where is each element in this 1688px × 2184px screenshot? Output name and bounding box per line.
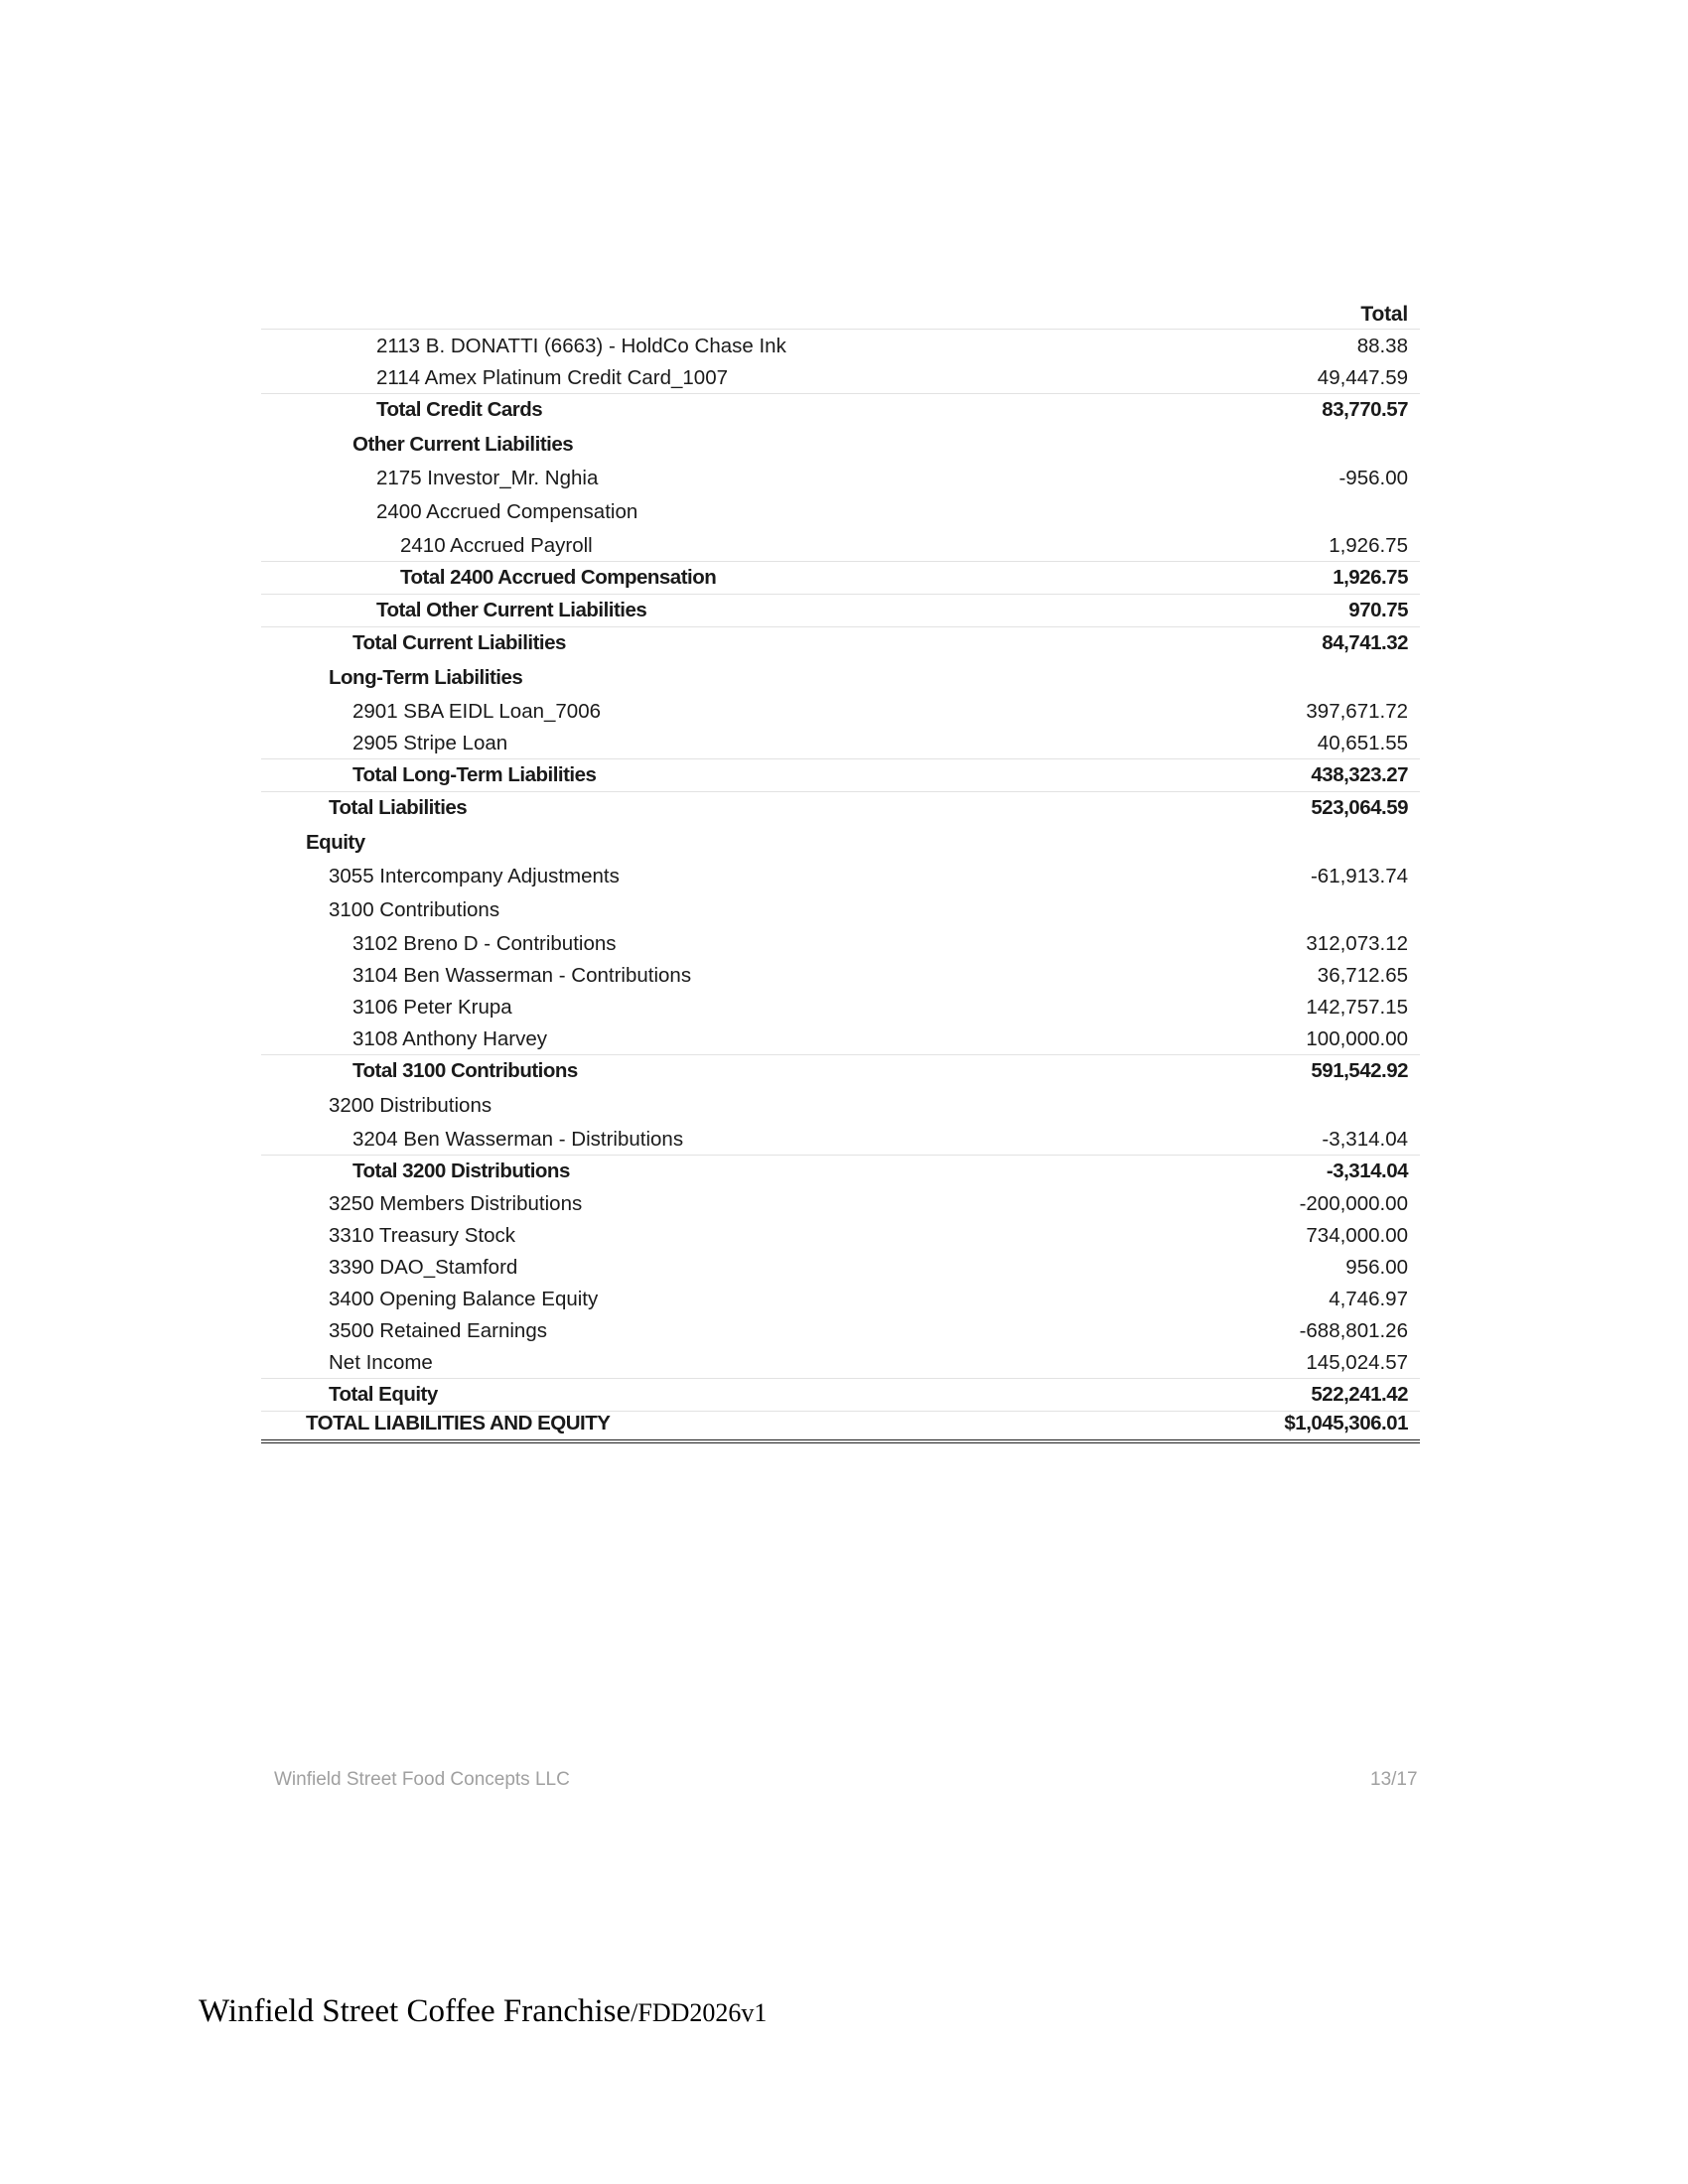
table-row [261, 361, 1420, 393]
row-label: Total Liabilities [329, 796, 468, 819]
balance-sheet-table [261, 298, 1420, 1443]
row-label: Total 3100 Contributions [352, 1059, 578, 1082]
total-row [261, 1155, 1420, 1187]
row-amount: 142,757.15 [1306, 996, 1408, 1019]
row-amount: 49,447.59 [1317, 366, 1408, 389]
row-label: Total 2400 Accrued Compensation [400, 566, 717, 589]
row-label: 2175 Investor_Mr. Nghia [376, 467, 599, 489]
row-amount: 36,712.65 [1317, 964, 1408, 987]
row-amount: -200,000.00 [1299, 1192, 1408, 1215]
section-header-row [261, 1087, 1420, 1123]
row-label: Long-Term Liabilities [329, 666, 523, 689]
row-label: Total 3200 Distributions [352, 1160, 570, 1182]
row-label: 3104 Ben Wasserman - Contributions [352, 964, 692, 987]
total-row [261, 758, 1420, 791]
row-amount: 100,000.00 [1306, 1027, 1408, 1050]
row-amount: 591,542.92 [1311, 1059, 1408, 1082]
table-row [261, 1283, 1420, 1314]
table-row [261, 991, 1420, 1023]
row-amount: -3,314.04 [1322, 1128, 1408, 1151]
row-amount: 88.38 [1356, 335, 1408, 357]
row-amount: -688,801.26 [1299, 1319, 1408, 1342]
section-header-row [261, 426, 1420, 462]
row-amount: 312,073.12 [1306, 932, 1408, 955]
row-amount: 522,241.42 [1311, 1383, 1408, 1406]
row-amount: 523,064.59 [1311, 796, 1408, 819]
row-label: 2113 B. DONATTI (6663) - HoldCo Chase Ink [376, 335, 786, 357]
table-row [261, 727, 1420, 758]
total-row [261, 393, 1420, 426]
row-label: Equity [306, 831, 365, 854]
row-label: 3055 Intercompany Adjustments [329, 865, 620, 887]
table-row [261, 1123, 1420, 1155]
row-amount: 734,000.00 [1306, 1224, 1408, 1247]
total-row [261, 626, 1420, 659]
row-label: 3200 Distributions [329, 1094, 492, 1117]
table-row [261, 1219, 1420, 1251]
row-label: Total Credit Cards [376, 398, 543, 421]
row-amount: -956.00 [1338, 467, 1408, 489]
row-amount: 1,926.75 [1329, 534, 1408, 557]
row-amount: 84,741.32 [1322, 631, 1408, 654]
section-header-row [261, 659, 1420, 695]
row-amount: $1,045,306.01 [1284, 1412, 1408, 1434]
total-row [261, 594, 1420, 626]
row-label: Total Other Current Liabilities [376, 599, 647, 621]
row-label: 2410 Accrued Payroll [400, 534, 593, 557]
row-amount: 397,671.72 [1306, 700, 1408, 723]
total-row [261, 1378, 1420, 1411]
row-amount: 145,024.57 [1306, 1351, 1408, 1374]
row-label: 3310 Treasury Stock [329, 1224, 516, 1247]
table-row [261, 462, 1420, 493]
row-label: 2901 SBA EIDL Loan_7006 [352, 700, 602, 723]
total-row [261, 1054, 1420, 1087]
row-amount: -3,314.04 [1326, 1160, 1408, 1182]
row-amount: 970.75 [1348, 599, 1408, 621]
row-label: Other Current Liabilities [352, 433, 574, 456]
total-row [261, 561, 1420, 594]
row-amount: 1,926.75 [1333, 566, 1408, 589]
table-row [261, 860, 1420, 891]
row-label: 3106 Peter Krupa [352, 996, 512, 1019]
table-row [261, 1251, 1420, 1283]
page-number: 13/17 [1370, 1769, 1418, 1790]
row-label: Total Current Liabilities [352, 631, 566, 654]
row-amount: -61,913.74 [1310, 865, 1408, 887]
row-label: Net Income [329, 1351, 433, 1374]
row-label: 3500 Retained Earnings [329, 1319, 547, 1342]
table-row [261, 1314, 1420, 1346]
table-row [261, 695, 1420, 727]
table-row [261, 927, 1420, 959]
table-row [261, 959, 1420, 991]
row-amount: 4,746.97 [1329, 1288, 1408, 1310]
row-label: 2400 Accrued Compensation [376, 500, 638, 523]
row-amount: 438,323.27 [1311, 763, 1408, 786]
total-row [261, 791, 1420, 824]
row-amount: 956.00 [1345, 1256, 1408, 1279]
document-footer-title: Winfield Street Coffee Franchise [199, 1993, 632, 2029]
row-label: 3108 Anthony Harvey [352, 1027, 548, 1050]
row-label: TOTAL LIABILITIES AND EQUITY [306, 1412, 611, 1434]
row-label: 3204 Ben Wasserman - Distributions [352, 1128, 684, 1151]
row-amount: 83,770.57 [1322, 398, 1408, 421]
balance-sheet-rows [261, 330, 1420, 1443]
row-label: 3102 Breno D - Contributions [352, 932, 617, 955]
row-label: Total Equity [329, 1383, 438, 1406]
row-label: 3400 Opening Balance Equity [329, 1288, 599, 1310]
section-header-row [261, 493, 1420, 529]
table-row [261, 1346, 1420, 1378]
document-footer [199, 1993, 767, 2030]
document-footer-version: /FDD2026v1 [631, 1998, 768, 2027]
row-label: 3250 Members Distributions [329, 1192, 583, 1215]
row-label: 3100 Contributions [329, 898, 500, 921]
row-label: 2114 Amex Platinum Credit Card_1007 [376, 366, 729, 389]
row-label: 3390 DAO_Stamford [329, 1256, 518, 1279]
table-row [261, 529, 1420, 561]
row-amount: 40,651.55 [1317, 732, 1408, 754]
table-row [261, 1187, 1420, 1219]
row-label: Total Long-Term Liabilities [352, 763, 597, 786]
grand-total-row [261, 1411, 1420, 1443]
column-header-label: Total [1360, 303, 1408, 326]
section-header-row [261, 891, 1420, 927]
section-header-row [261, 824, 1420, 860]
column-header-total [261, 298, 1420, 330]
row-label: 2905 Stripe Loan [352, 732, 508, 754]
page-footer-company: Winfield Street Food Concepts LLC [274, 1769, 570, 1790]
table-row [261, 330, 1420, 361]
table-row [261, 1023, 1420, 1054]
